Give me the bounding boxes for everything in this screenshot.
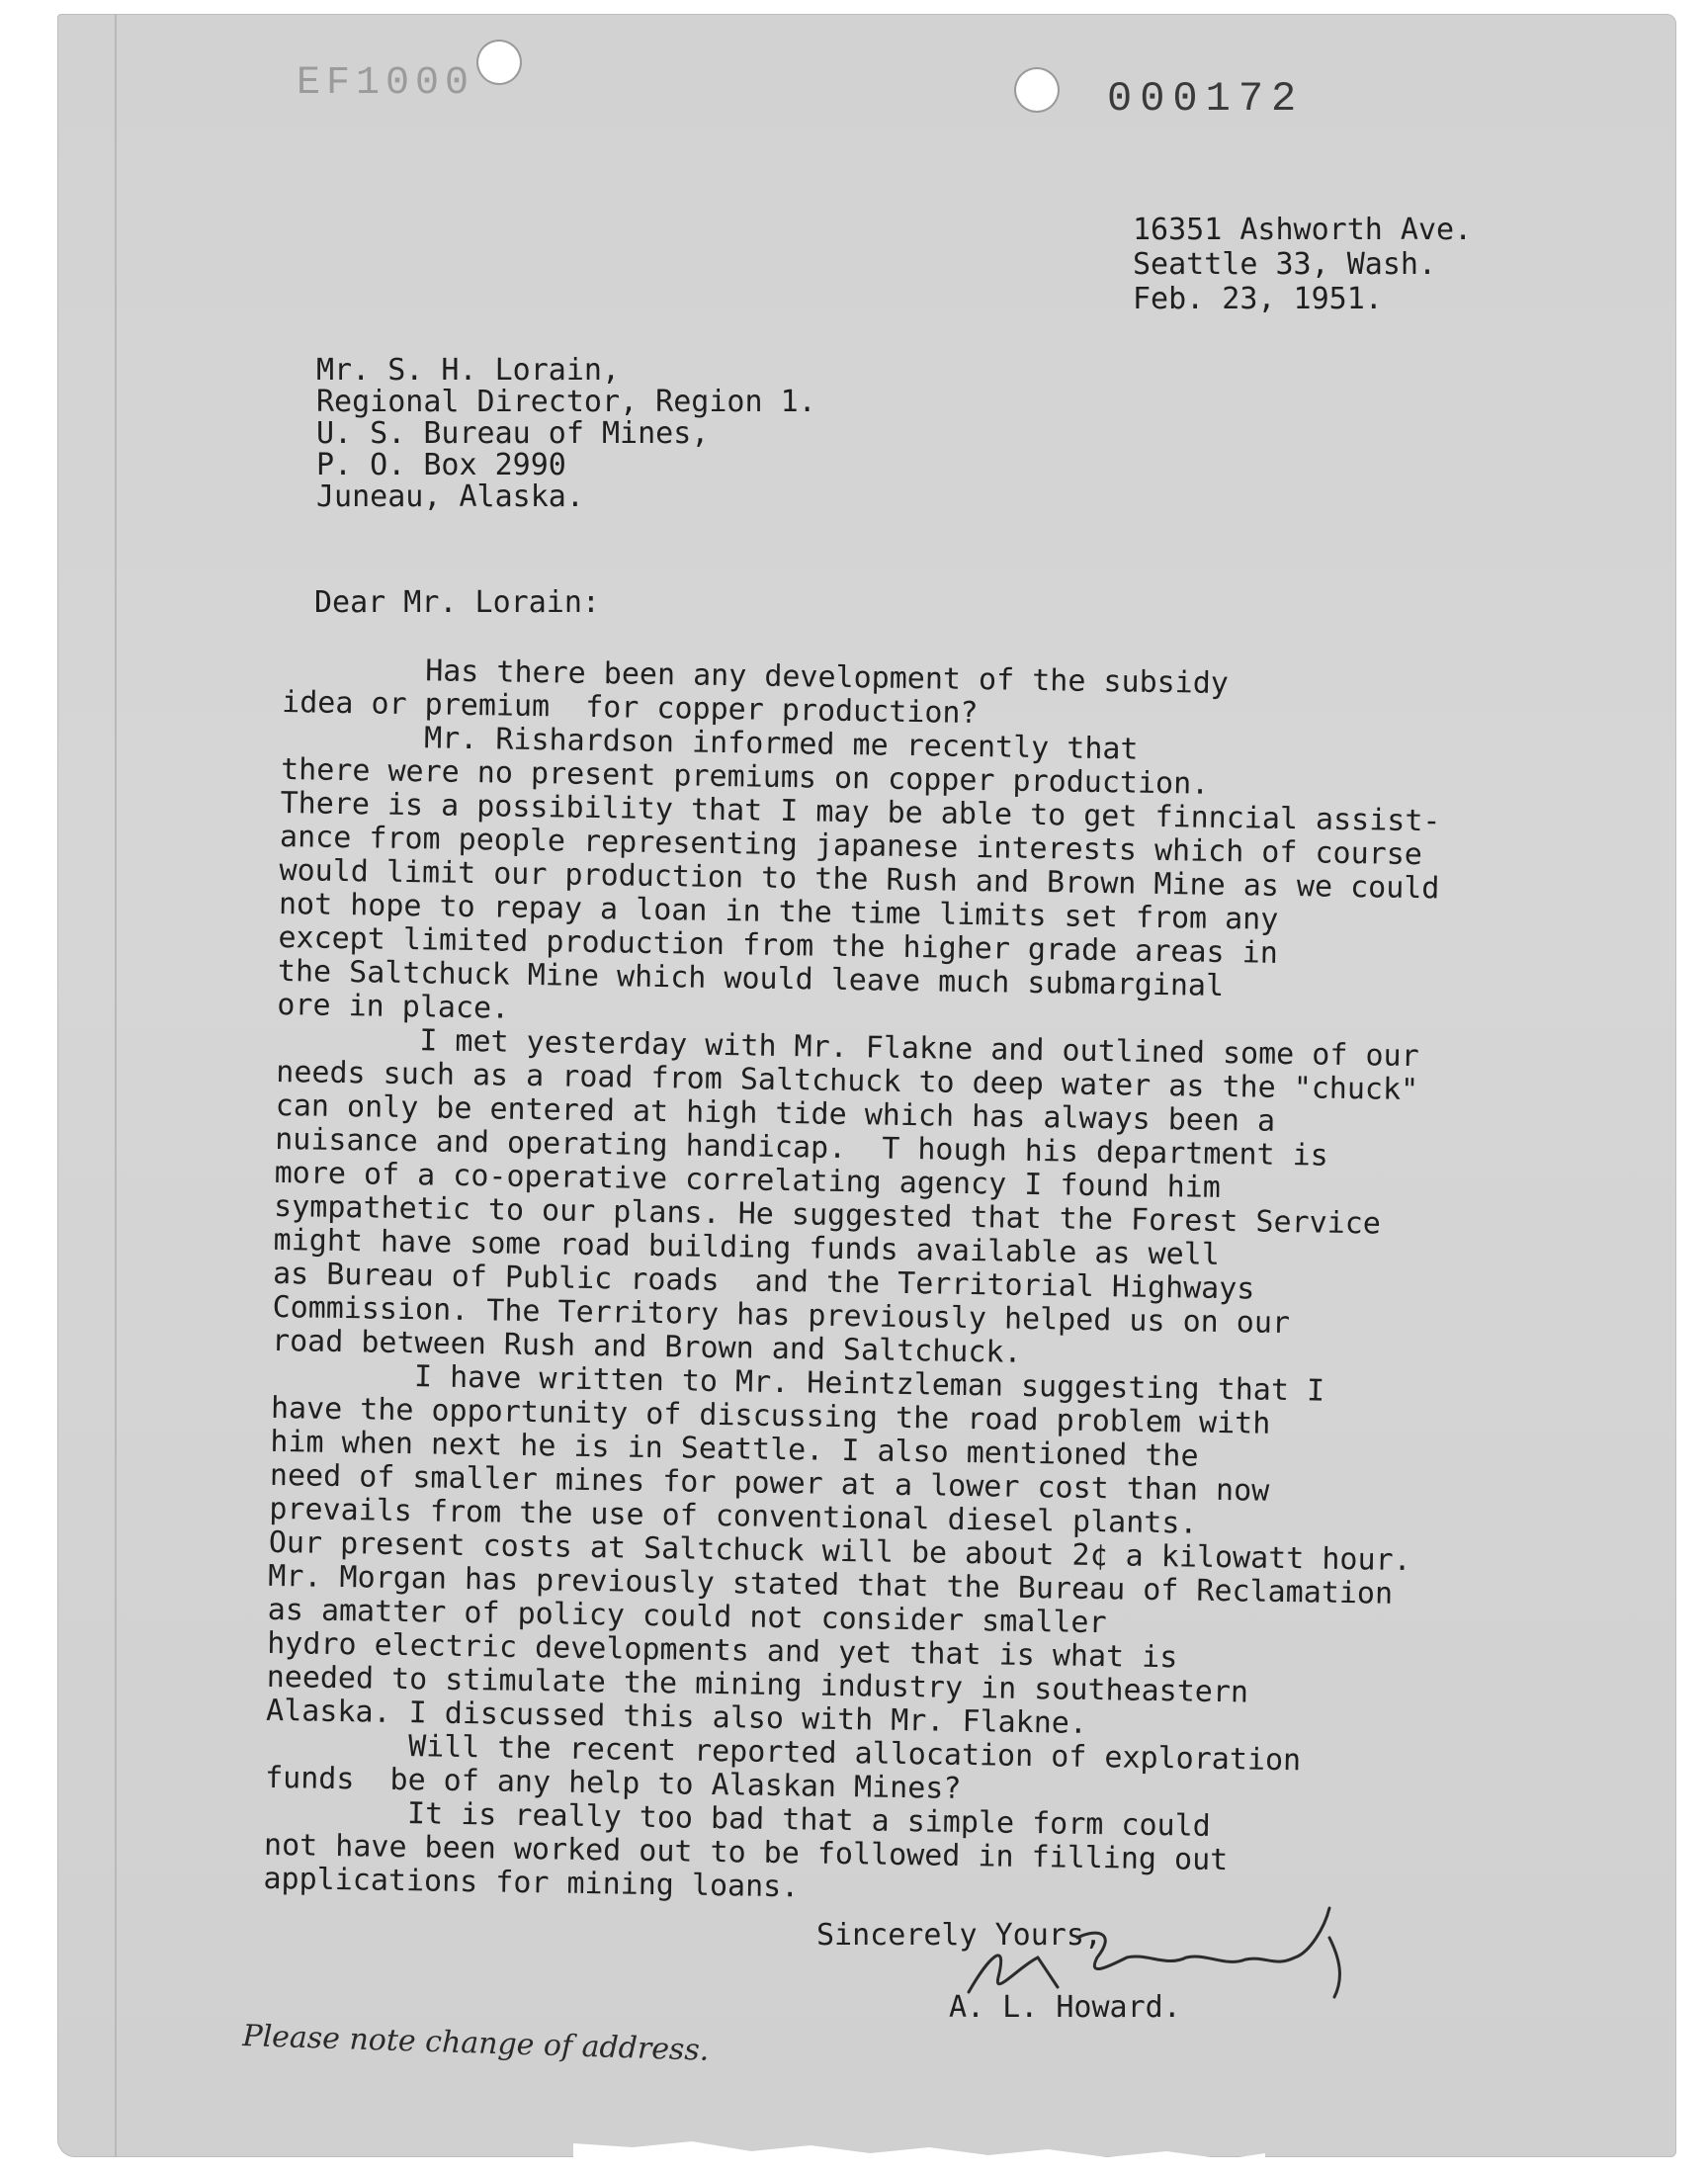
handwritten-note: Please note change of address.	[241, 2019, 710, 2068]
return-address: 16351 Ashworth Ave. Seattle 33, Wash. Feb. 23, 1951.	[1133, 213, 1473, 316]
faint-stamp-code: EF1000	[297, 61, 475, 106]
document-number-stamp: 000172	[1107, 75, 1305, 123]
signature-name: A. L. Howard.	[949, 1990, 1181, 2025]
salutation: Dear Mr. Lorain:	[314, 585, 600, 620]
closing: Sincerely Yours,	[816, 1918, 1102, 1953]
letter-body: Has there been any development of the subsidy idea or premium for copper production? Mr. Rishardson informed me recently that there were no present premiums on copper production. There is a possibility that I may be able to get finncial assist- ance from people representing japanese interests which of course would limit our production to the Rush and Brown Mine as we could not hope to repay a loan in the time limits set from any except limited production from the higher grade areas in the Saltchuck Mine which would leave much submarginal ore in place. I met yesterday with Mr. Flakne and outlined some of our needs such as a road from Saltchuck to deep water as the "chuck" can only be entered at high tide which has always been a nuisance and operating handicap. T hough his department is more of a co-operative correlating agency I found him sympathetic to our plans. He suggested that the Forest Service might have some road building funds available as well as Bureau of Public roads and the Territorial Highways Commission. The Territory has previously helped us on our road between Rush and Brown and Saltchuck. I have written to Mr. Heintzleman suggesting that I have the opportunity of discussing the road problem with him when next he is in Seattle. I also mentioned the need of smaller mines for power at a lower cost than now prevails from the use of conventional diesel plants. Our present costs at Saltchuck will be about 2¢ a kilowatt hour. Mr. Morgan has previously stated that the Bureau of Reclamation as amatter of policy could not consider smaller hydro electric developments and yet that is what is needed to stimulate the mining industry in southeastern Alaska. I discussed this also with Mr. Flakne. Will the recent reported allocation of exploration funds be of any help to Alaskan Mines? It is really too bad that a simple form could not have been worked out to be followed in filling out applications for mining loans.	[263, 652, 1441, 1905]
page-fold-line	[115, 14, 117, 2157]
inside-address: Mr. S. H. Lorain, Regional Director, Region 1. U. S. Bureau of Mines, P. O. Box 2990 Juneau, Alaska.	[316, 353, 816, 514]
punch-hole	[1016, 69, 1058, 111]
punch-hole	[478, 42, 520, 83]
torn-paper-edge	[573, 2133, 1265, 2163]
